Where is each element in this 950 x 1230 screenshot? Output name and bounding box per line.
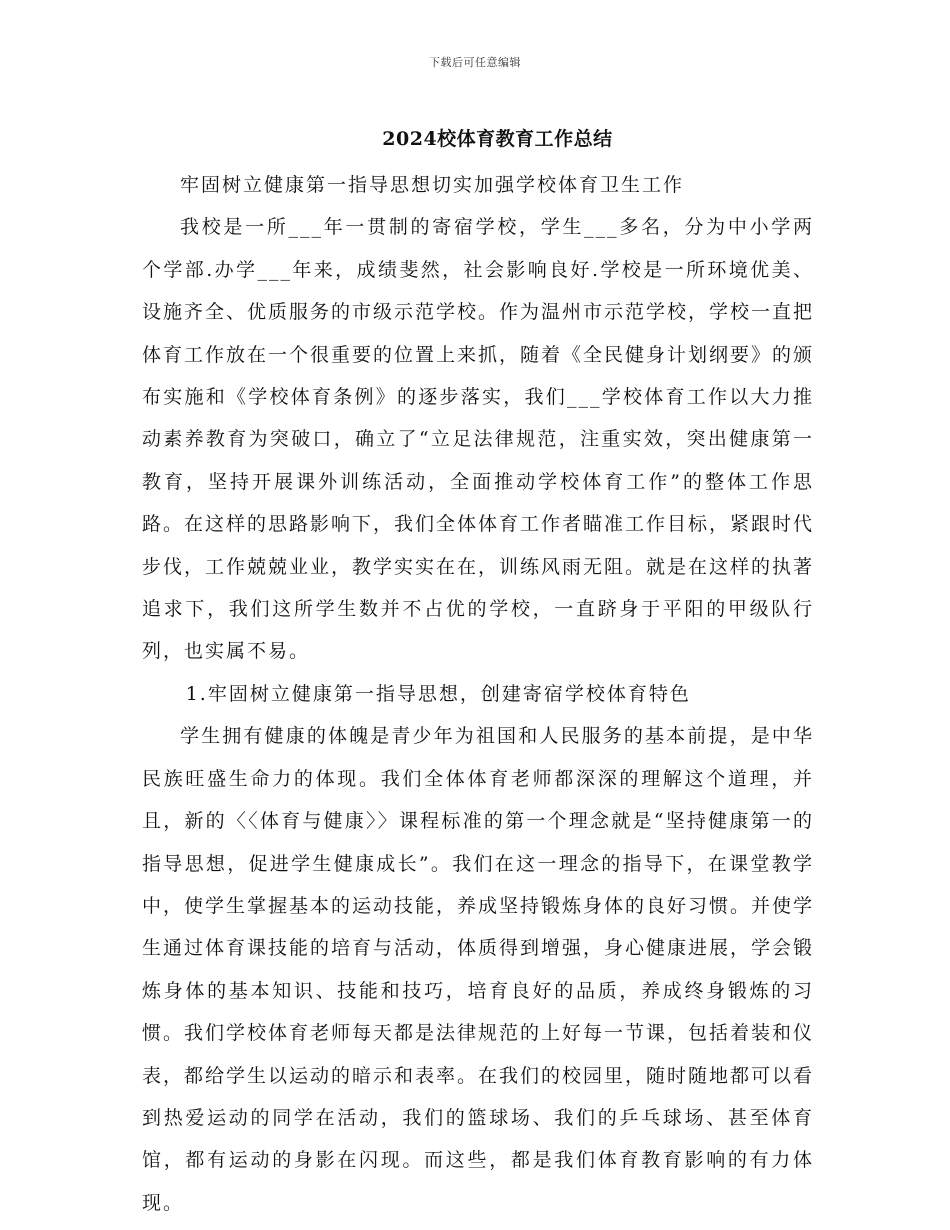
document-body xyxy=(142,164,814,1224)
document-title: 2024校体育教育工作总结 xyxy=(382,128,613,150)
section-heading-1: 1.牢固树立健康第一指导思想，创建寄宿学校体育特色 xyxy=(185,682,691,705)
paragraph-intro: 我校是一所___年一贯制的寄宿学校，学生___多名，分为中小学两个学部.办学___年来，成绩斐然，社会影响良好.学校是一所环境优美、设施齐全、优质服务的市级示范学校。作为温州市示范学校，学校一直把体育工作放在一个很重要的位置上来抓，随着《全民健身计划纲要》的颁布实施和《学校体育条例》的逐步落实，我们___学校体育工作以大力推动素养教育为突破口，确立了“立足法律规范，注重实效，突出健康第一教育，坚持开展课外训练活动，全面推动学校体育工作”的整体工作思路。在这样的思路影响下，我们全体体育工作者瞄准工作目标，紧跟时代步伐，工作兢兢业业，教学实实在在，训练风雨无阻。就是在这样的执著追求下，我们这所学生数并不占优的学校，一直跻身于平阳的甲级队行列，也实属不易。 xyxy=(142,216,815,663)
paragraph-health: 学生拥有健康的体魄是青少年为祖国和人民服务的基本前提，是中华民族旺盛生命力的体现。我们全体体育老师都深深的理解这个道理，并且，新的〈〈体育与健康〉〉课程标准的第一个理念就是“坚持健康第一的指导思想，促进学生健康成长”。我们在这一理念的指导下，在课堂教学中，使学生掌握基本的运动技能，养成坚持锻炼身体的良好习惯。并使学生通过体育课技能的培育与活动，体质得到增强，身心健康进展，学会锻炼身体的基本知识、技能和技巧，培育良好的品质，养成终身锻炼的习惯。我们学校体育老师每天都是法律规范的上好每一节课，包括着装和仪表，都给学生以运动的暗示和表率。在我们的校园里，随时随地都可以看到热爱运动的同学在活动，我们的篮球场、我们的乒乓球场、甚至体育馆，都有运动的身影在闪现。而这些，都是我们体育教育影响的有力体现。 xyxy=(142,725,815,1214)
document-subtitle: 牢固树立健康第一指导思想切实加强学校体育卫生工作 xyxy=(180,174,685,196)
header-note: 下载后可任意编辑 xyxy=(429,56,521,69)
